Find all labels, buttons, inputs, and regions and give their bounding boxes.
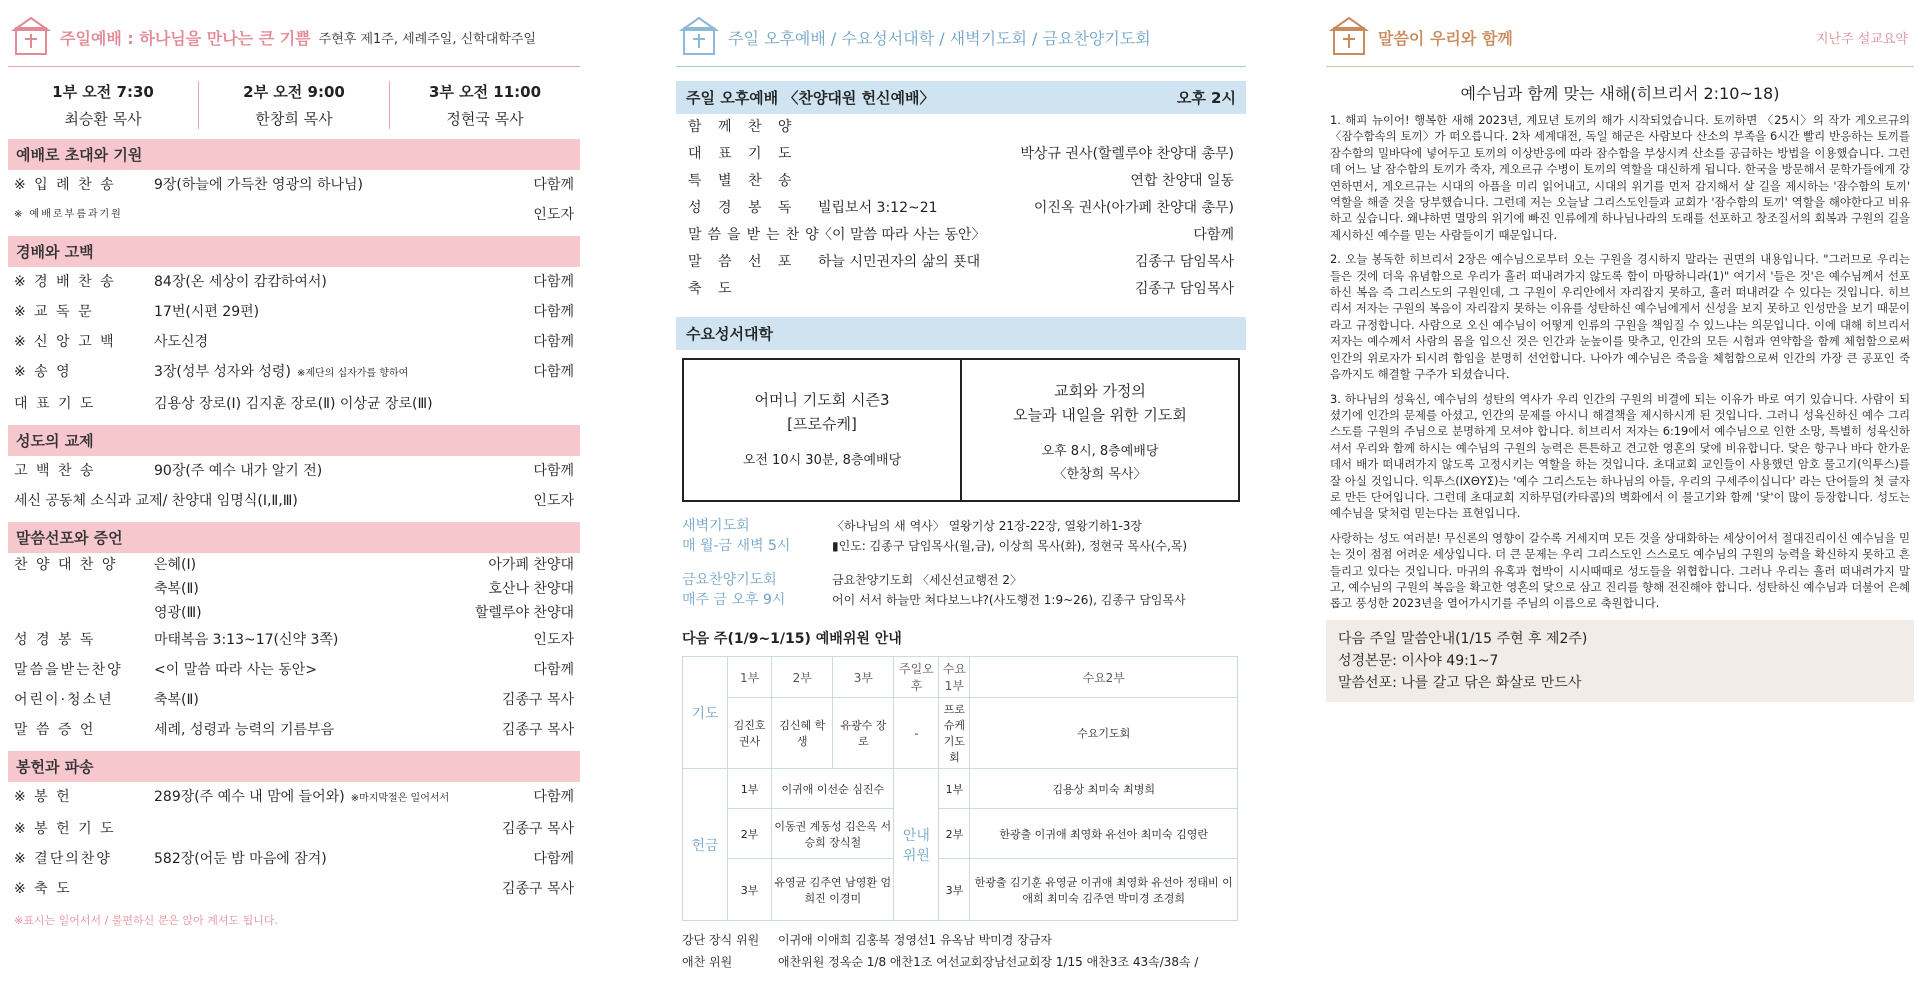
sermon-paragraph: 2. 오늘 봉독한 히브리서 2장은 예수님으로부터 오는 구원을 경시하지 말라는 권면의 내용입니다. "그러므로 우리는 들은 것에 더욱 유념함으로 우리가 흘러 떠내려가지 않도록 함이 마땅하니라(1)" 여기서 '들은 것'은 예수님께서 선포하신 복음 즉 그리스도의 구원인데, 그 구원이 우리안에서 자리잡지 못하고, 흘러 떠내려갈 수 있다는 것입니다. 히브리서 저자는 구원의 복음이 자리잡지 못하는 이유를 성탄하신 예수님에게서 신성을 보지 못하고 인성만을 보기 때문이라고 규정합니다. 사람으로 오신 예수님이 어떻게 인류의 구원을 책임질 수 있느냐는 의문입니다. 이에 대해 히브리서 저자는 예수께서 사람의 몸을 입으신 것은 인간과 눈높이를 맞추고, 인간의 모든 시험과 연약함을 함께 체험함으로써 인간의 위로자가 되시려 함임을 분명히 선언합니다. 나아가 예수님은 죽음을 체험함으로써 인간의 가장 큰 공포인 죽음까지도 해결할 구주가 되셨습니다. xyxy=(1330,252,1910,382)
section-title: 성도의 교제 xyxy=(8,425,580,456)
order-row: ※ 예배로부름과기원 인도자 xyxy=(14,207,574,223)
panel-title: 주일예배 : 하나님을 만나는 큰 기쁨 xyxy=(60,28,311,48)
week-title: 다음 주(1/9~1/15) 예배위원 안내 xyxy=(682,631,902,647)
table-row: 2부 이동권 계동성 김은옥 서승희 장식철 2부 한광출 이귀애 최영화 유선아 최미숙 김영란 xyxy=(683,809,1238,859)
sermon-paragraph: 사랑하는 성도 여러분! 무신론의 영향이 갈수록 거세지며 모든 것을 상대화하는 세상이어서 절대진리이신 예수님을 믿는 것이 점점 어려운 세상입니다. 더 큰 문제는 우리 그리스도인 스스로도 예수님의 구원의 능력을 확신하지 못하고 흔들리고 있다는 것입니다. 마귀의 유혹과 협박이 시시때때로 성도들을 위협합니다. 그러나 우리는 흘러 떠내려가지 말고, 예수님의 구원의 복음을 확고한 영혼의 닻으로 삼고 진리를 향해 전진해야 합니다. 성탄하신 예수님과 더불어 은혜롭고 풍성한 2023년을 열어가시기를 주님의 이름으로 축원합니다. xyxy=(1330,530,1910,611)
afternoon-order xyxy=(676,114,1246,303)
order-row: ※ 봉 헌 289장(주 예수 내 맘에 들어와) ※마지막절은 일어서서 다함께 xyxy=(14,789,574,805)
panel-title: 주일 오후예배 / 수요성서대학 / 새벽기도회 / 금요찬양기도회 xyxy=(728,28,1151,48)
order-row: 성 경 봉 독 마태복음 3:13~17(신약 3쪽) 인도자 xyxy=(14,632,574,648)
next-sermon-box: 다음 주일 말씀안내(1/15 주현 후 제2주) 성경본문: 이사야 49:1~7 말씀선포: 나를 갈고 닦은 화살로 만드사 xyxy=(1326,620,1914,702)
panel-right-label: 지난주 설교요약 xyxy=(1815,31,1908,47)
order-row: ※ 결단의찬양 582장(어둔 밤 마음에 잠겨) 다함께 xyxy=(14,851,574,867)
wed-box xyxy=(682,358,1240,502)
panel-subtitle: 주현후 제1주, 세례주일, 신학대학주일 xyxy=(318,31,536,47)
footnote: ※표시는 일어서서 / 불편하신 분은 앉아 계셔도 됩니다. xyxy=(14,914,279,927)
panel-header xyxy=(8,8,580,67)
sermon-paragraph: 1. 해피 뉴이어! 행복한 새해 2023년, 계묘년 토끼의 해가 시작되었습니다. 토끼하면 〈25시〉의 작가 게오르규의 〈잠수함속의 토끼〉가 떠오릅니다. 2차 세계대전, 독일 해군은 사람보다 산소의 부족을 6시간 빨리 반응하는 토끼를 잠수함의 밀바닥에 넣어두고 토끼의 이상반응에 따라 잠수함을 부상시켜 산소를 공급하는 방법을 이용했습니다. 그런데 어느 날 잠수함의 토끼가 죽자, 게오르규 수병이 토끼의 역할을 대신하게 됩니다. 한국을 방문해서 문학가들에게 강연하면서, 게오르규는 시대의 아픔을 미리 읽어내고, 시대의 위기를 먼저 감지해서 살 길을 제시하는 '잠수함의 토끼' 역할을 해줄 것을 당부했습니다. 그런데 저는 오늘날 그리스도인들과 교회가 '잠수함의 토끼' 역할을 해야한다고 비유하고 싶습니다. 왜냐하면 멸망의 위기에 빠진 인류에게 하나님나라의 도래를 선포하고 창조질서의 회복과 구원의 길을 제시하신 예수를 믿는 사람들이기 때문입니다. xyxy=(1330,113,1910,242)
order-row: 세신 공동체 소식과 교제/ 찬양대 임명식(Ⅰ,Ⅱ,Ⅲ) 인도자 xyxy=(14,493,574,509)
church-logo-icon xyxy=(8,14,54,60)
committee-table xyxy=(682,656,1238,921)
section-title: 예배로 초대와 기원 xyxy=(8,139,580,170)
order-row: ※ 축 도 김종구 목사 xyxy=(14,881,574,897)
order-row: ※ 봉 헌 기 도 김종구 목사 xyxy=(14,821,574,837)
friday-prayer: 금요찬양기도회 매주 금 오후 9시 금요찬양기도회 〈세신선교행전 2〉 어이 서서 하늘만 쳐다보느냐?(사도행전 1:9~26), 김종구 담임목사 xyxy=(682,572,1186,608)
sermon-title: 예수님과 함께 맞는 새해(히브리서 2:10~18) xyxy=(1460,84,1780,103)
order-row: 특 별 찬 송 연합 찬양대 일동 xyxy=(688,173,1234,189)
church-logo-icon xyxy=(1326,14,1372,60)
table-row: 3부 유영균 김주연 남영환 엄희진 이경미 3부 한광출 김기훈 유영균 이귀애 최영화 유선아 정태비 이애희 최미숙 김주연 박미경 조경희 xyxy=(683,859,1238,921)
order-row: 말씀을받는찬양 〈이 말씀 따라 사는 동안〉 다함께 xyxy=(688,227,1234,243)
dawn-prayer: 새벽기도회 매 월-금 새벽 5시 〈하나님의 새 역사〉 열왕기상 21장-22장, 열왕기하1-3장 ▮인도: 김종구 담임목사(월,금), 이상희 목사(화), 정현국 목사(수,목) xyxy=(682,518,1188,554)
panel-title: 말씀이 우리와 함께 xyxy=(1378,28,1513,48)
service-3: 3부 오전 11:00 정현국 목사 xyxy=(389,81,580,129)
wed-left: 어머니 기도회 시즌3 [프로슈케] 오전 10시 30분, 8층예배당 xyxy=(684,360,962,500)
order-row: ※ 입 례 찬 송 9장(하늘에 가득찬 영광의 하나님) 다함께 xyxy=(14,177,574,193)
altar-committee: 강단 장식 위원 이귀애 이애희 김홍복 정영선1 유옥남 박미경 장금자 xyxy=(682,933,1052,947)
order-sections xyxy=(8,139,580,516)
order-row: 대 표 기 도 김용상 장로(Ⅰ) 김지훈 장로(Ⅱ) 이상균 장로(Ⅲ) xyxy=(14,396,433,412)
church-logo-icon xyxy=(676,14,722,60)
order-row: 성 경 봉 독 빌립보서 3:12~21 이진옥 권사(아가페 찬양대 총무) xyxy=(688,200,1234,216)
sermon-panel xyxy=(1326,0,1914,984)
order-row: ※ 경 배 찬 송 84장(온 세상이 캄캄하여서) 다함께 xyxy=(14,274,574,290)
wed-right: 교회와 가정의 오늘과 내일을 위한 기도회 오후 8시, 8층예배당 〈한창희 목사〉 xyxy=(1013,381,1187,482)
panel-header xyxy=(676,8,1246,67)
order-row: 고 백 찬 송 90장(주 예수 내가 알기 전) 다함께 xyxy=(14,463,574,479)
service-1: 1부 오전 7:30 최승환 목사 xyxy=(52,83,154,128)
table-row: 기도 1부 2부 3부 주일오후 수요1부 수요2부 xyxy=(683,657,1238,698)
sermon-paragraph: 3. 하나님의 성육신, 예수님의 성탄의 역사가 우리 인간의 구원의 비결에 되는 이유가 바로 여기 있습니다. 사람이 되셨기에 인간의 문제를 아셨고, 인간의 문제를 아시니 해결책을 제시하시게 된 것입니다. 그러니 성육신하신 예수 그리스도를 구원의 주님으로 분명하게 모셔야 합니다. 히브리서 저자는 6:19에서 예수님으로 인한 소망, 특별히 성육신하셔서 우리와 함께 하시는 예수님의 구원의 능력은 튼튼하고 견고한 영혼의 닻에 비유합니다. 닻은 항구나 바다 한가운데서 배가 떠내려가지 않도록 고정시키는 역할을 하는 것입니다. 초대교회 교인들이 사용했던 암호 물고기(익투스)를 잘 아실 것입니다. 익투스(ΙΧΘΥΣ)는 '예수 그리스도는 하나님의 아들, 우리의 구세주이십니다' 라는 단어들의 첫 글자로 만든 단어입니다. 그런데 초대교회 지하무덤(카타콤)의 벽화에서 이 물고기와 함께 '닻'이 많이 등장합니다. 성도는 예수님을 닻처럼 믿는다는 표현입니다. xyxy=(1330,391,1910,521)
afternoon-panel xyxy=(676,0,1246,984)
section-title: 말씀선포와 증언 xyxy=(8,522,580,553)
service-times xyxy=(8,81,580,129)
section-title: 경배와 고백 xyxy=(8,236,580,267)
choir-item: 은혜(Ⅰ) 아가페 찬양대 xyxy=(154,557,574,573)
afternoon-title: 주일 오후예배 〈찬양대원 헌신예배〉 오후 2시 xyxy=(676,81,1246,114)
order-row: 말 씀 증 언 세례, 성령과 능력의 기름부음 김종구 목사 xyxy=(14,722,574,738)
table-row: 헌금 1부 이귀애 이선순 심진수 안내위원 1부 김용상 최미숙 최병희 xyxy=(683,769,1238,809)
order-row: 어린이·청소년 축복(Ⅱ) 김종구 목사 xyxy=(14,692,574,708)
choir-row: 찬 양 대 찬 양 은혜(Ⅰ) 아가페 찬양대 축복(Ⅱ) 호산나 찬양대 영광(Ⅲ) 할렐루야 찬양대 xyxy=(8,553,580,625)
order-row: 말 씀 선 포 하늘 시민권자의 삶의 푯대 김종구 담임목사 xyxy=(688,254,1234,270)
worship-order-panel xyxy=(8,0,580,984)
meal-committee: 애찬 위원 애찬위원 정옥순 1/8 애찬1조 여선교회장남선교회장 1/15 애찬3조 43속/38속 / xyxy=(682,955,1199,969)
order-row: 축 도 김종구 담임목사 xyxy=(688,281,1234,297)
order-row: 말씀을받는찬양 <이 말씀 따라 사는 동안> 다함께 xyxy=(14,662,574,678)
table-row: 김진호 권사 김신혜 학생 유광수 장로 - 프로슈케기도회 수요기도회 xyxy=(683,698,1238,769)
section-title: 봉헌과 파송 xyxy=(8,751,580,782)
order-row: ※ 송 영 3장(성부 성자와 성령) ※제단의 십자가를 향하여 다함께 xyxy=(14,364,574,380)
order-row: 대 표 기 도 박상규 권사(할렐루야 찬양대 총무) xyxy=(688,146,1234,162)
wed-title: 수요성서대학 xyxy=(676,317,1246,350)
order-row: 함 께 찬 양 xyxy=(688,119,798,135)
service-2: 2부 오전 9:00 한창희 목사 xyxy=(198,81,389,129)
order-row: ※ 교 독 문 17번(시편 29편) 다함께 xyxy=(14,304,574,320)
choir-item: 영광(Ⅲ) 할렐루야 찬양대 xyxy=(154,605,574,621)
choir-item: 축복(Ⅱ) 호산나 찬양대 xyxy=(154,581,574,597)
panel-header xyxy=(1326,8,1914,67)
order-row: ※ 신 앙 고 백 사도신경 다함께 xyxy=(14,334,574,350)
